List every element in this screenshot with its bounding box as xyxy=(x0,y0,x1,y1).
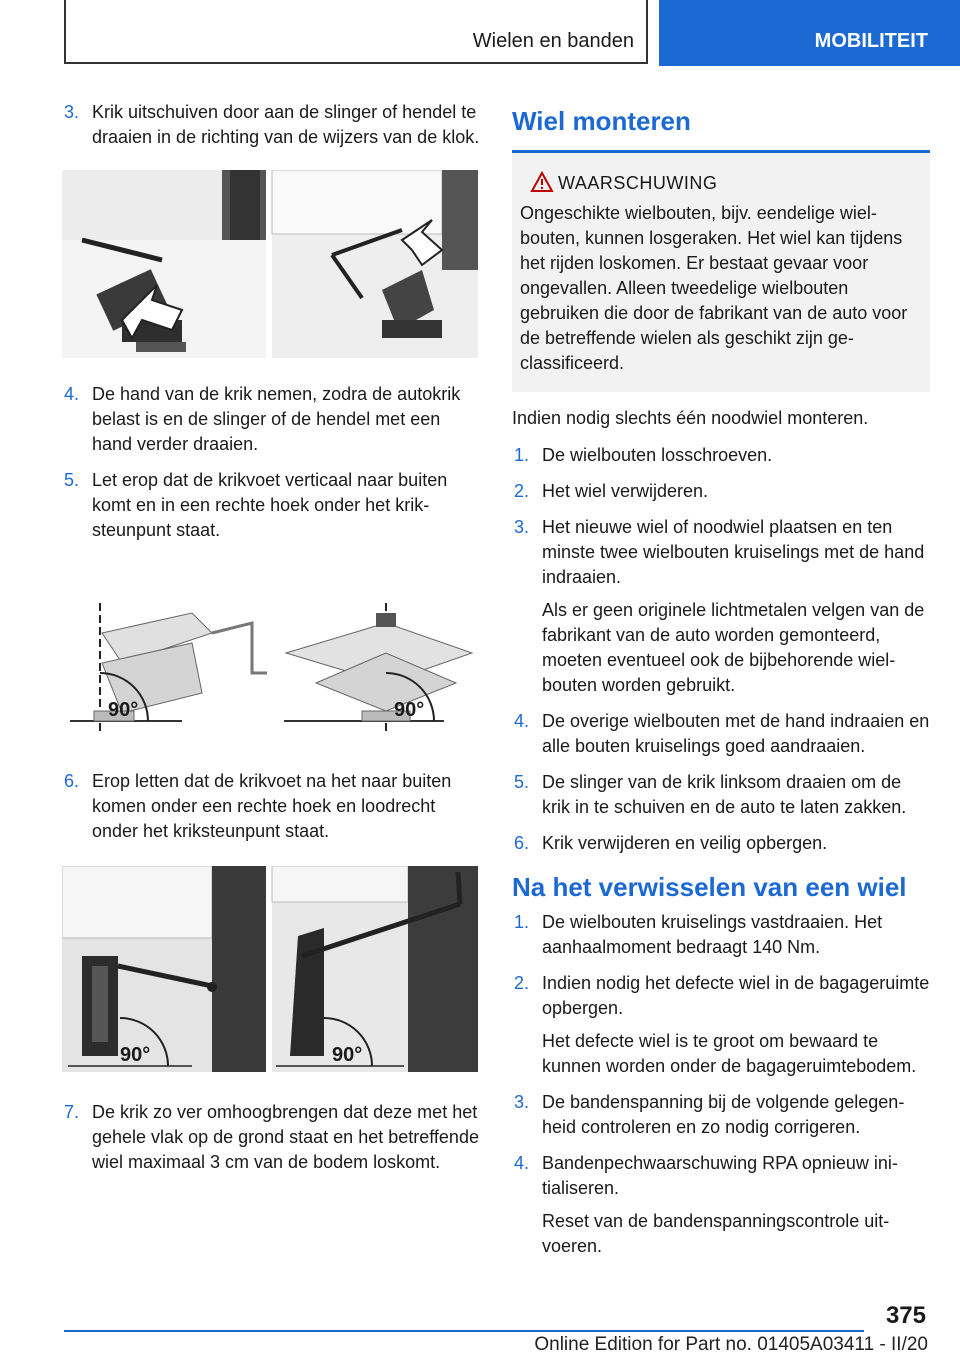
step-text: Krik verwijderen en veilig opbergen. xyxy=(542,833,828,853)
figure-jack-vertical xyxy=(62,866,480,1072)
angle-label: 90° xyxy=(108,699,139,721)
after-step-2 xyxy=(512,971,930,1079)
step-text: De wielbouten kruiselings vastdraaien. Het aanhaalmoment bedraagt 140 Nm. xyxy=(542,912,883,957)
after-step-4 xyxy=(512,1151,930,1259)
warning-title: WAARSCHUWING xyxy=(558,173,718,193)
angle-label: 90° xyxy=(332,1044,363,1066)
mount-step-4 xyxy=(512,709,930,759)
step-text: Bandenpechwaarschuwing RPA opnieuw initialiseren. xyxy=(542,1153,898,1198)
step-number: 4. xyxy=(64,384,80,404)
after-step-1 xyxy=(512,910,930,960)
step-number: 4. xyxy=(514,1153,530,1173)
step-number: 3. xyxy=(514,517,530,537)
warning-title-row xyxy=(520,169,920,197)
step-number: 3. xyxy=(64,102,80,122)
warning-box xyxy=(512,153,930,392)
mount-step-6 xyxy=(512,831,930,856)
step-text: De krik zo ver omhoogbrengen dat deze met het gehele vlak op de grond staat en het betreffende wiel maximaal 3 cm van de bodem loskomt. xyxy=(92,1102,479,1172)
step-text: Krik uitschuiven door aan de slinger of hendel te draaien in de richting van de wijzers van de klok. xyxy=(92,102,480,147)
step-number: 5. xyxy=(64,470,80,490)
step-number: 1. xyxy=(514,912,530,932)
step-7 xyxy=(62,1100,480,1175)
step-text: Het wiel verwijderen. xyxy=(542,481,709,501)
step-number: 5. xyxy=(514,772,530,792)
step-text: De slinger van de krik linksom draaien om de krik in te schuiven en de auto te laten zakken. xyxy=(542,772,907,817)
step-text: Het nieuwe wiel of noodwiel plaatsen en ten minste twee wielbouten kruiselings met de hand indraaien. xyxy=(542,517,925,587)
mount-step-2 xyxy=(512,479,930,504)
step-number: 6. xyxy=(64,771,80,791)
step-subtext: Als er geen originele lichtmetalen velgen van de fabrikant van de auto worden gemonteerd, moeten eventueel ook de bijbehorende wielbouten worden gebruikt. xyxy=(542,600,925,695)
right-column xyxy=(512,100,930,1270)
step-number: 4. xyxy=(514,711,530,731)
step-number: 7. xyxy=(64,1102,80,1122)
step-6 xyxy=(62,769,480,844)
chapter-title: MOBILITEIT xyxy=(814,30,928,52)
mount-step-1 xyxy=(512,443,930,468)
warning-text: Ongeschikte wielbouten, bijv. eendelige wielbouten, kunnen losgeraken. Het wiel kan tijdens het rijden loskomen. Er bestaat gevaar voor ongevallen. Alleen tweedelige wielbouten gebruiken die door de fabrikant van de auto voor de betreffende wielen als geschikt zijn geclassificeerd. xyxy=(520,203,908,373)
after-step-3 xyxy=(512,1090,930,1140)
step-4 xyxy=(62,382,480,457)
step-number: 6. xyxy=(514,833,530,853)
angle-label: 90° xyxy=(394,699,425,721)
left-column xyxy=(62,100,480,1186)
section-tab xyxy=(64,0,648,64)
warning-triangle-icon xyxy=(530,171,554,201)
section-heading-mount: Wiel monteren xyxy=(512,106,691,136)
mount-step-5 xyxy=(512,770,930,820)
chapter-tab xyxy=(659,0,960,66)
step-number: 2. xyxy=(514,973,530,993)
step-text: De wielbouten losschroeven. xyxy=(542,445,773,465)
step-number: 3. xyxy=(514,1092,530,1112)
figure-jack-extend xyxy=(62,170,480,358)
step-number: 1. xyxy=(514,445,530,465)
step-subtext: Het defecte wiel is te groot om bewaard te kunnen worden onder de bagageruimtebodem. xyxy=(542,1031,917,1076)
section-title: Wielen en banden xyxy=(472,30,634,52)
page-number: 375 xyxy=(885,1302,926,1329)
step-text: De overige wielbouten met de hand indraaien en alle bouten kruiselings goed aandraaien. xyxy=(542,711,930,756)
footer-edition: Online Edition for Part no. 01405A03411 - II/20 xyxy=(534,1334,928,1355)
page-header xyxy=(0,0,960,66)
mount-intro: Indien nodig slechts één noodwiel monteren. xyxy=(512,408,869,428)
step-text: De hand van de krik nemen, zodra de autokrik belast is en de slinger of de hendel met een hand verder draaien. xyxy=(92,384,461,454)
footer-rule xyxy=(64,1330,864,1332)
step-number: 2. xyxy=(514,481,530,501)
step-5 xyxy=(62,468,480,543)
step-text: De bandenspanning bij de volgende gelegenheid controleren en zo nodig corrigeren. xyxy=(542,1092,905,1137)
step-text: Indien nodig het defecte wiel in de bagageruimte opbergen. xyxy=(542,973,930,1018)
step-3 xyxy=(62,100,480,150)
step-subtext: Reset van de bandenspanningscontrole uitvoeren. xyxy=(542,1211,890,1256)
figure-jack-angle xyxy=(62,593,480,739)
step-text: Erop letten dat de krikvoet na het naar buiten komen onder een rechte hoek en loodrecht onder het kriksteunpunt staat. xyxy=(92,771,452,841)
section-heading-after: Na het verwisselen van een wiel xyxy=(512,872,907,902)
step-text: Let erop dat de krikvoet verticaal naar buiten komt en in een rechte hoek onder het kriksteunpunt staat. xyxy=(92,470,448,540)
angle-label: 90° xyxy=(120,1044,151,1066)
mount-step-3 xyxy=(512,515,930,698)
